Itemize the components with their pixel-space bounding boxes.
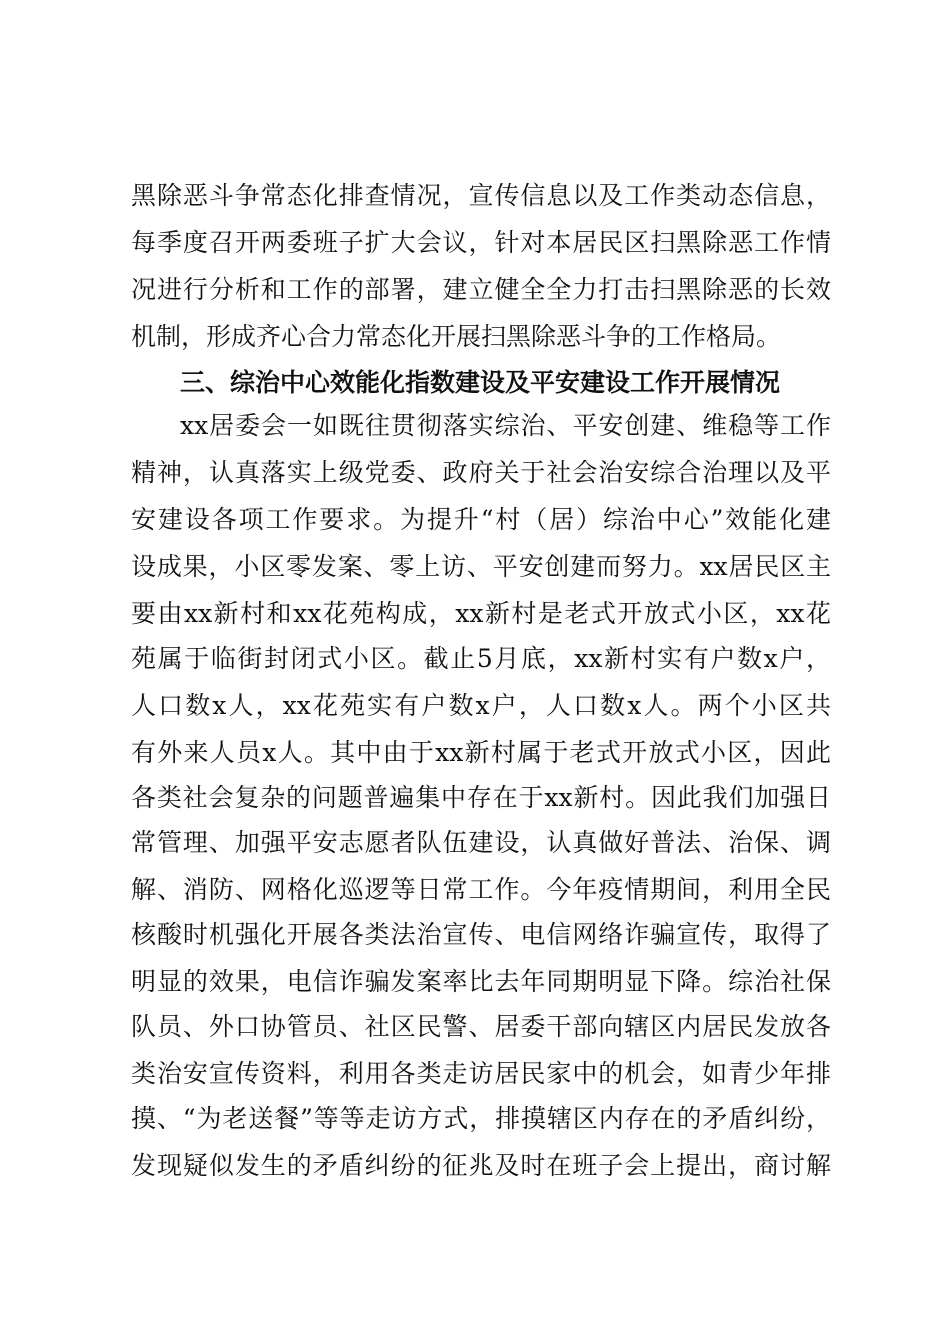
paragraph2-line-4: 设成果，小区零发案、零上访、平安创建而努力。xx居民区主 (131, 552, 831, 581)
paragraph2-line-1: xx居委会一如既往贯彻落实综治、平安创建、维稳等工作 (180, 411, 831, 440)
paragraph2-line-17: 发现疑似发生的矛盾纠纷的征兆及时在班子会上提出，商讨解 (131, 1151, 831, 1180)
paragraph2-line-10: 常管理、加强平安志愿者队伍建设，认真做好普法、治保、调 (131, 828, 831, 857)
paragraph2-line-15: 类治安宣传资料，利用各类走访居民家中的机会，如青少年排 (131, 1059, 831, 1088)
paragraph2-line-3: 安建设各项工作要求。为提升“村（居）综治中心”效能化建 (131, 505, 831, 534)
paragraph2-line-2: 精神，认真落实上级党委、政府关于社会治安综合治理以及平 (131, 458, 831, 487)
paragraph1-line-3: 况进行分析和工作的部署，建立健全全力打击扫黑除恶的长效 (131, 275, 831, 304)
paragraph1-line-2: 每季度召开两委班子扩大会议，针对本居民区扫黑除恶工作情 (131, 228, 831, 257)
paragraph2-line-13: 明显的效果，电信诈骗发案率比去年同期明显下降。综治社保 (131, 967, 831, 996)
paragraph1-line-4: 机制，形成齐心合力常态化开展扫黑除恶斗争的工作格局。 (131, 322, 782, 351)
paragraph2-line-16: 摸、“为老送餐”等等走访方式，排摸辖区内存在的矛盾纠纷， (131, 1104, 831, 1133)
section-heading: 三、综治中心效能化指数建设及平安建设工作开展情况 (180, 368, 781, 397)
paragraph1-line-1: 黑除恶斗争常态化排查情况，宣传信息以及工作类动态信息， (131, 181, 831, 210)
paragraph2-line-9: 各类社会复杂的问题普遍集中存在于xx新村。因此我们加强日 (131, 783, 831, 812)
paragraph2-line-7: 人口数x人，xx花苑实有户数x户，人口数x人。两个小区共 (131, 691, 831, 720)
paragraph2-line-6: 苑属于临街封闭式小区。截止5月底，xx新村实有户数x户， (131, 644, 831, 673)
paragraph2-line-8: 有外来人员x人。其中由于xx新村属于老式开放式小区，因此 (131, 738, 831, 767)
paragraph2-line-11: 解、消防、网格化巡逻等日常工作。今年疫情期间，利用全民 (131, 875, 831, 904)
paragraph2-line-12: 核酸时机强化开展各类法治宣传、电信网络诈骗宣传，取得了 (131, 920, 831, 949)
paragraph2-line-5: 要由xx新村和xx花苑构成，xx新村是老式开放式小区，xx花 (131, 599, 831, 628)
paragraph2-line-14: 队员、外口协管员、社区民警、居委干部向辖区内居民发放各 (131, 1012, 831, 1041)
